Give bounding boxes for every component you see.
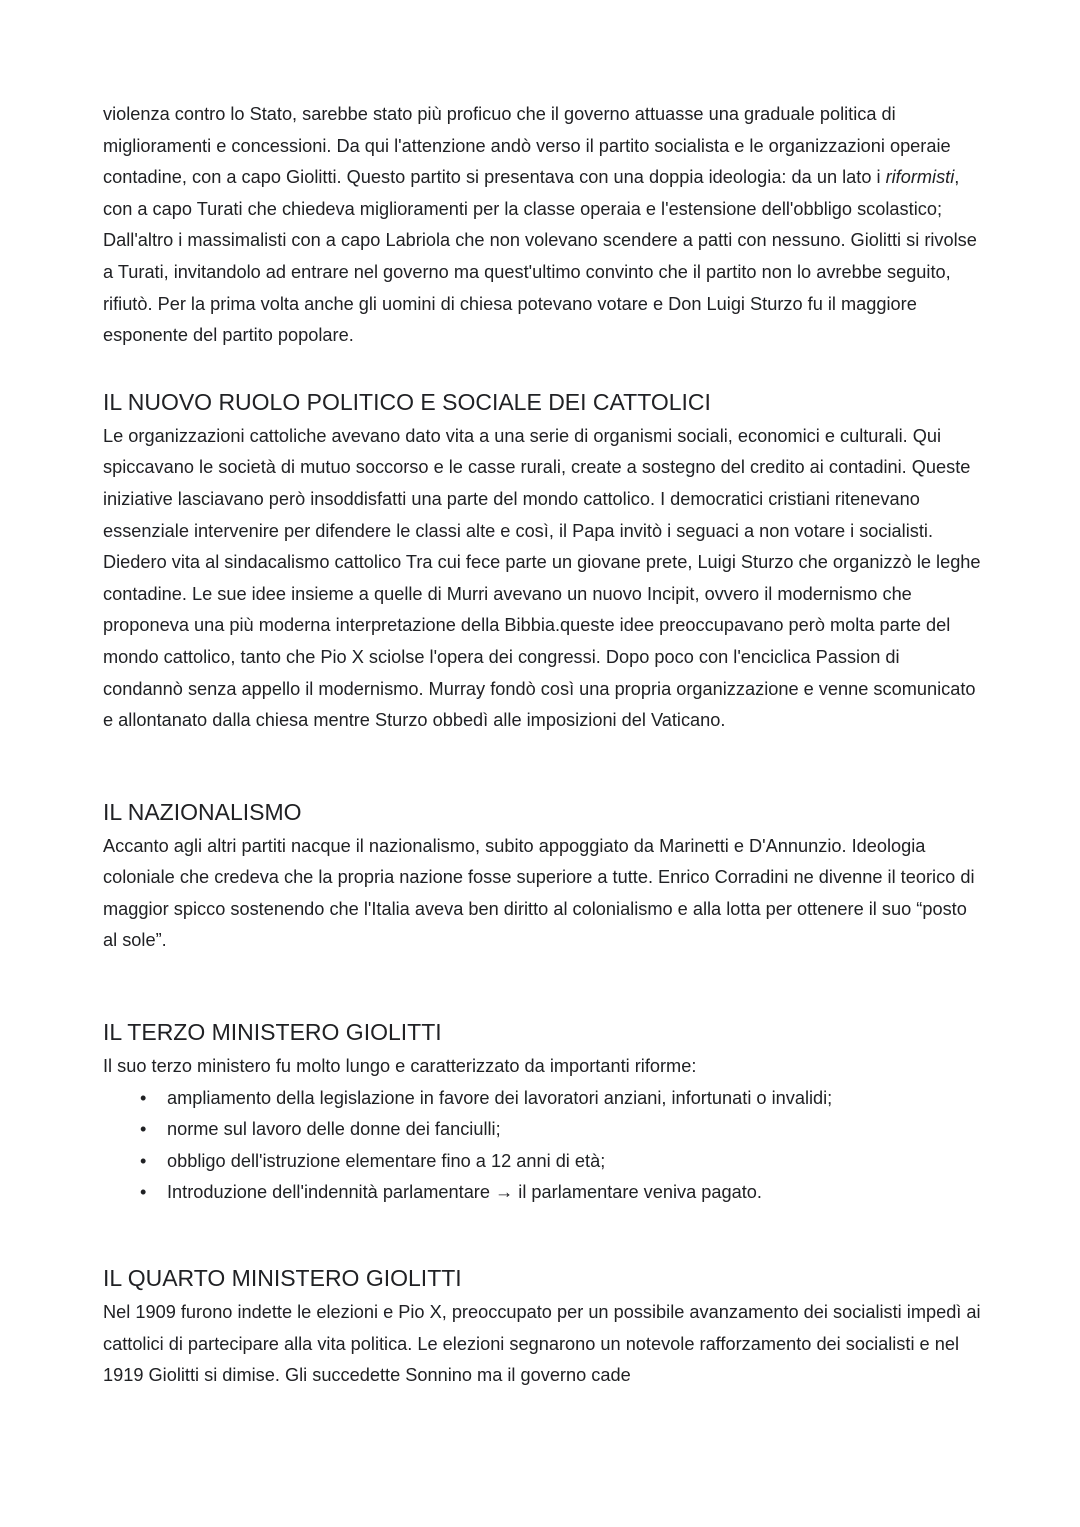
list-item	[103, 1177, 983, 1209]
section-title-terzo-ministero: IL TERZO MINISTERO GIOLITTI	[103, 1019, 442, 1046]
intro-italic-term: riformisti	[885, 167, 955, 188]
section-body-nazionalismo: Accanto agli altri partiti nacque il nazionalismo, subito appoggiato da Marinetti e D'Annunzio. Ideologia coloniale che credeva che la propria nazione fosse superiore a tutte. Enrico Corradini ne divenne il teorico di maggior spicco sostenendo che l'Italia aveva ben diritto al colonialismo e alla lotta per ottenere il suo “posto al sole”.	[103, 835, 975, 951]
section-title-nazionalismo: IL NAZIONALISMO	[103, 798, 302, 825]
bullet-icon: •	[140, 1182, 147, 1203]
intro-text-b: , con a capo Turati che chiedeva miglioramenti per la classe operaia e l'estensione dell'obbligo scolastico; Dall'altro i massimalisti con a capo Labriola che non volevano scendere a patti con nessuno. Giolitti si rivolse a Turati, invitandolo ad entrare nel governo ma quest'ultimo convinto che il partito non lo avrebbe seguito, rifiutò. Per la prima volta anche gli uomini di chiesa potevano votare e Don Luigi Sturzo fu il maggiore esponente del partito popolare.	[103, 167, 977, 346]
document-page	[103, 99, 983, 1392]
section-title-cattolici: IL NUOVO RUOLO POLITICO E SOCIALE DEI CATTOLICI	[103, 388, 711, 415]
intro-text-a: violenza contro lo Stato, sarebbe stato più proficuo che il governo attuasse una graduale politica di miglioramenti e concessioni. Da qui l'attenzione andò verso il partito socialista e le organizzazioni operaie contadine, con a capo Giolitti. Questo partito si presentava con una doppia ideologia: da un lato i	[103, 104, 951, 188]
bullet-icon: •	[140, 1150, 147, 1171]
bullet-icon: •	[140, 1119, 147, 1140]
section-body-quarto-ministero: Nel 1909 furono indette le elezioni e Pio X, preoccupato per un possibile avanzamento dei socialisti impedì ai cattolici di partecipare alla vita politica. Le elezioni segnarono un notevole rafforzamento dei socialisti e nel 1919 Giolitti si dimise. Gli succedette Sonnino ma il governo cade	[103, 1302, 981, 1386]
list-item-text: norme sul lavoro delle donne dei fanciulli;	[167, 1119, 501, 1140]
list-item-text: Introduzione dell'indennità parlamentare → il parlamentare veniva pagato.	[167, 1182, 762, 1203]
list-item-text: ampliamento della legislazione in favore dei lavoratori anziani, infortunati o invalidi;	[167, 1087, 833, 1108]
list-item	[103, 1146, 983, 1178]
section-body-terzo-ministero: Il suo terzo ministero fu molto lungo e caratterizzato da importanti riforme:	[103, 1056, 697, 1077]
list-item	[103, 1083, 983, 1115]
list-item-text: obbligo dell'istruzione elementare fino a 12 anni di età;	[167, 1150, 606, 1171]
section-title-quarto-ministero: IL QUARTO MINISTERO GIOLITTI	[103, 1265, 462, 1292]
list-item	[103, 1114, 983, 1146]
section-body-cattolici: Le organizzazioni cattoliche avevano dato vita a una serie di organismi sociali, economici e culturali. Qui spiccavano le società di mutuo soccorso e le casse rurali, create a sostegno del credito ai contadini. Queste iniziative lasciavano però insoddisfatti una parte del mondo cattolico. I democratici cristiani ritenevano essenziale intervenire per difendere le classi alte e così, il Papa invitò i seguaci a non votare i socialisti. Diedero vita al sindacalismo cattolico Tra cui fece parte un giovane prete, Luigi Sturzo che organizzò le leghe contadine. Le sue idee insieme a quelle di Murri avevano un nuovo Incipit, ovvero il modernismo che proponeva una più moderna interpretazione della Bibbia.queste idee preoccupavano però molta parte del mondo cattolico, tanto che Pio X sciolse l'opera dei congressi. Dopo poco con l'enciclica Passion di condannò senza appello il modernismo. Murray fondò così una propria organizzazione e venne scomunicato e allontanato dalla chiesa mentre Sturzo obbedì alle imposizioni del Vaticano.	[103, 425, 981, 731]
intro-paragraph	[103, 99, 983, 352]
reform-list	[103, 1083, 983, 1209]
bullet-icon: •	[140, 1087, 147, 1108]
